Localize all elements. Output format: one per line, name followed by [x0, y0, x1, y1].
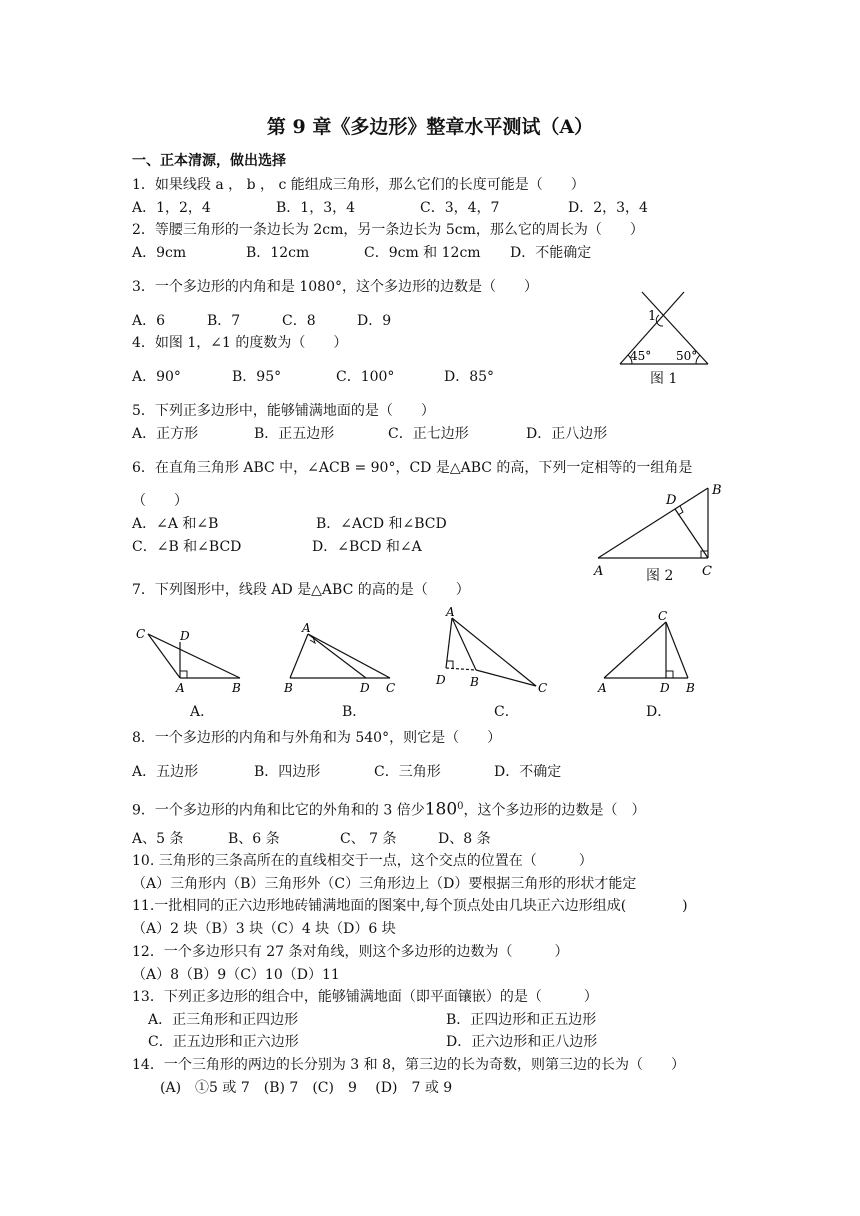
q7c-extension-db: [446, 668, 476, 670]
q9-stem-part-2: ，这个多边形的边数是（ ）: [463, 802, 646, 819]
q5-option-d: D．正八边形: [526, 426, 608, 442]
question-4-stem: 4．如图 1，∠1 的度数为（ ）: [132, 335, 348, 351]
q13-option-c: C．正五边形和正六边形: [148, 1034, 299, 1050]
q7d-right-angle: [666, 671, 673, 678]
q7d-label-d: D: [660, 681, 670, 694]
q7-option-d: D．: [646, 704, 672, 720]
question-6-stem-continued: （ ）: [132, 493, 188, 509]
fig2-side-ab: [598, 488, 708, 558]
q13-option-b: B．正四边形和正五边形: [446, 1012, 597, 1028]
q13-option-d: D．正六边形和正八边形: [446, 1034, 598, 1050]
q6-option-c: C．∠B 和∠BCD: [132, 539, 242, 555]
q8-option-b: B．四边形: [254, 764, 321, 780]
q9-option-b: B、6 条: [228, 831, 280, 847]
question-12-stem: 12．一个多边形只有 27 条对角线，则这个多边形的边数为（ ）: [132, 944, 569, 960]
q1-option-a: A．1，2，4: [132, 200, 211, 216]
q5-option-b: B．正五边形: [254, 426, 335, 442]
q7c-label-a: A: [446, 605, 455, 619]
q9-option-c: C、 7 条: [340, 831, 397, 847]
fig1-angle-50: 50°: [676, 349, 698, 363]
q4-option-d: D．85°: [444, 369, 495, 385]
q7c-label-c: C: [538, 681, 548, 695]
q3-option-c: C．8: [282, 313, 316, 329]
q7d-side-ac: [604, 622, 666, 678]
q7c-label-d: D: [436, 673, 446, 687]
q7c-side-ac: [452, 618, 536, 686]
q7c-label-b: B: [470, 675, 479, 689]
q7-figure-d: [594, 606, 714, 694]
q14-options: (A) ①5 或 7 (B) 7 (C) 9 (D) 7 或 9: [160, 1080, 453, 1096]
q1-option-d: D．2，3，4: [568, 200, 648, 216]
q2-option-c: C．9cm 和 12cm: [364, 245, 481, 261]
q9-stem-superscript: 0: [457, 801, 464, 812]
q9-stem-part-1: 9．一个多边形的内角和比它的外角和的 3 倍少: [132, 802, 425, 819]
q7-option-a: A．: [190, 704, 215, 720]
question-8-stem: 8．一个多边形的内角和与外角和为 540°，则它是（ ）: [132, 730, 502, 746]
fig2-label-b: B: [712, 483, 722, 498]
q7b-side-ac: [308, 634, 390, 678]
q2-option-b: B．12cm: [246, 245, 310, 261]
q6-option-d: D．∠BCD 和∠A: [312, 539, 422, 555]
q7-option-c: C．: [494, 704, 519, 720]
fig1-angle-45: 45°: [630, 349, 652, 363]
q4-option-a: A．90°: [132, 369, 181, 385]
fig2-label-c: C: [702, 564, 712, 579]
section-heading: 一、正本清源，做出选择: [132, 153, 286, 169]
q7a-label-a: A: [176, 681, 185, 694]
q5-option-c: C．正七边形: [388, 426, 469, 442]
q5-option-a: A．正方形: [132, 426, 199, 442]
q7a-label-b: B: [232, 681, 241, 694]
q7a-label-d: D: [180, 629, 190, 643]
q9-option-a: A、5 条: [132, 831, 184, 847]
question-5-stem: 5．下列正多边形中，能够铺满地面的是（ ）: [132, 403, 435, 419]
page-title: 第 9 章《多边形》整章水平测试（A）: [266, 116, 594, 138]
q7d-label-a: A: [598, 681, 607, 694]
q7-figure-a: [134, 624, 254, 694]
q7b-label-a: A: [302, 621, 311, 635]
q7b-side-ba: [290, 634, 308, 678]
q9-option-d: D、8 条: [438, 831, 491, 847]
fig2-label-d: D: [666, 493, 677, 508]
q7a-side-ca: [148, 634, 180, 678]
q3-option-b: B．7: [207, 313, 241, 329]
q4-option-c: C．100°: [336, 369, 395, 385]
q7d-label-c: C: [658, 609, 668, 623]
q7c-right-angle: [447, 661, 453, 668]
q9-stem-number: 180: [424, 799, 458, 820]
q10-options: （A）三角形内（B）三角形外（C）三角形边上（D）要根据三角形的形状才能定: [132, 876, 637, 892]
q1-option-c: C．3，4，7: [420, 200, 500, 216]
question-3-stem: 3．一个多边形的内角和是 1080°，这个多边形的边数是（ ）: [132, 279, 538, 295]
q1-option-b: B．1，3，4: [276, 200, 356, 216]
q12-options: （A）8（B）9（C）10（D）11: [132, 967, 340, 983]
question-2-stem: 2．等腰三角形的一条边长为 2cm，另一条边长为 5cm，那么它的周长为（ ）: [132, 222, 644, 238]
q7-figure-c: [432, 604, 562, 696]
q7a-side-cb: [148, 634, 240, 678]
q7a-right-angle: [180, 671, 187, 678]
question-11-stem: 11.一批相同的正六边形地砖铺满地面的图案中,每个顶点处由几块正六边形组成( ): [132, 898, 688, 914]
q11-options: （A）2 块（B）3 块（C）4 块（D）6 块: [132, 921, 396, 937]
figure-2-caption: 图 2: [646, 568, 674, 584]
q7-option-b: B．: [342, 704, 367, 720]
question-14-stem: 14．一个三角形的两边的长分别为 3 和 8，第三边的长为奇数，则第三边的长为（ ）: [132, 1057, 685, 1073]
question-13-stem: 13．下列正多边形的组合中，能够铺满地面（即平面镶嵌）的是（ ）: [132, 989, 598, 1005]
q7b-label-c: C: [386, 681, 396, 694]
q2-option-d: D．不能确定: [510, 245, 592, 261]
q3-option-a: A．6: [132, 313, 166, 329]
q7b-label-b: B: [284, 681, 293, 694]
question-9-stem: [132, 798, 646, 820]
q6-option-b: B．∠ACD 和∠BCD: [316, 516, 447, 532]
q7d-label-b: B: [686, 681, 695, 694]
question-10-stem: 10. 三角形的三条高所在的直线相交于一点，这个交点的位置在（ ）: [132, 853, 593, 869]
q8-option-d: D．不确定: [494, 764, 562, 780]
q3-option-d: D．9: [357, 313, 392, 329]
q8-option-a: A．五边形: [132, 764, 199, 780]
question-6-stem: 6．在直角三角形 ABC 中，∠ACB = 90°，CD 是△ABC 的高，下列一定相等的一组角是: [132, 460, 693, 476]
question-1-stem: 1．如果线段 a ， b ， c 能组成三角形，那么它们的长度可能是（ ）: [132, 177, 585, 193]
q7c-side-ab: [452, 618, 476, 670]
q4-option-b: B．95°: [232, 369, 282, 385]
fig1-label-1: 1: [648, 309, 657, 324]
q7b-segment-ad: [308, 634, 366, 678]
question-7-stem: 7．下列图形中，线段 AD 是△ABC 的高的是（ ）: [132, 582, 470, 598]
q7a-label-c: C: [136, 627, 146, 641]
q7-figure-b: [280, 620, 410, 694]
fig2-label-a: A: [594, 564, 604, 579]
q7b-label-d: D: [360, 681, 370, 694]
q8-option-c: C．三角形: [374, 764, 441, 780]
q6-option-a: A．∠A 和∠B: [132, 516, 219, 532]
figure-1-caption: 图 1: [650, 371, 678, 387]
q2-option-a: A．9cm: [132, 245, 187, 261]
q7d-side-cb: [666, 622, 688, 678]
q13-option-a: A．正三角形和正四边形: [148, 1012, 299, 1028]
